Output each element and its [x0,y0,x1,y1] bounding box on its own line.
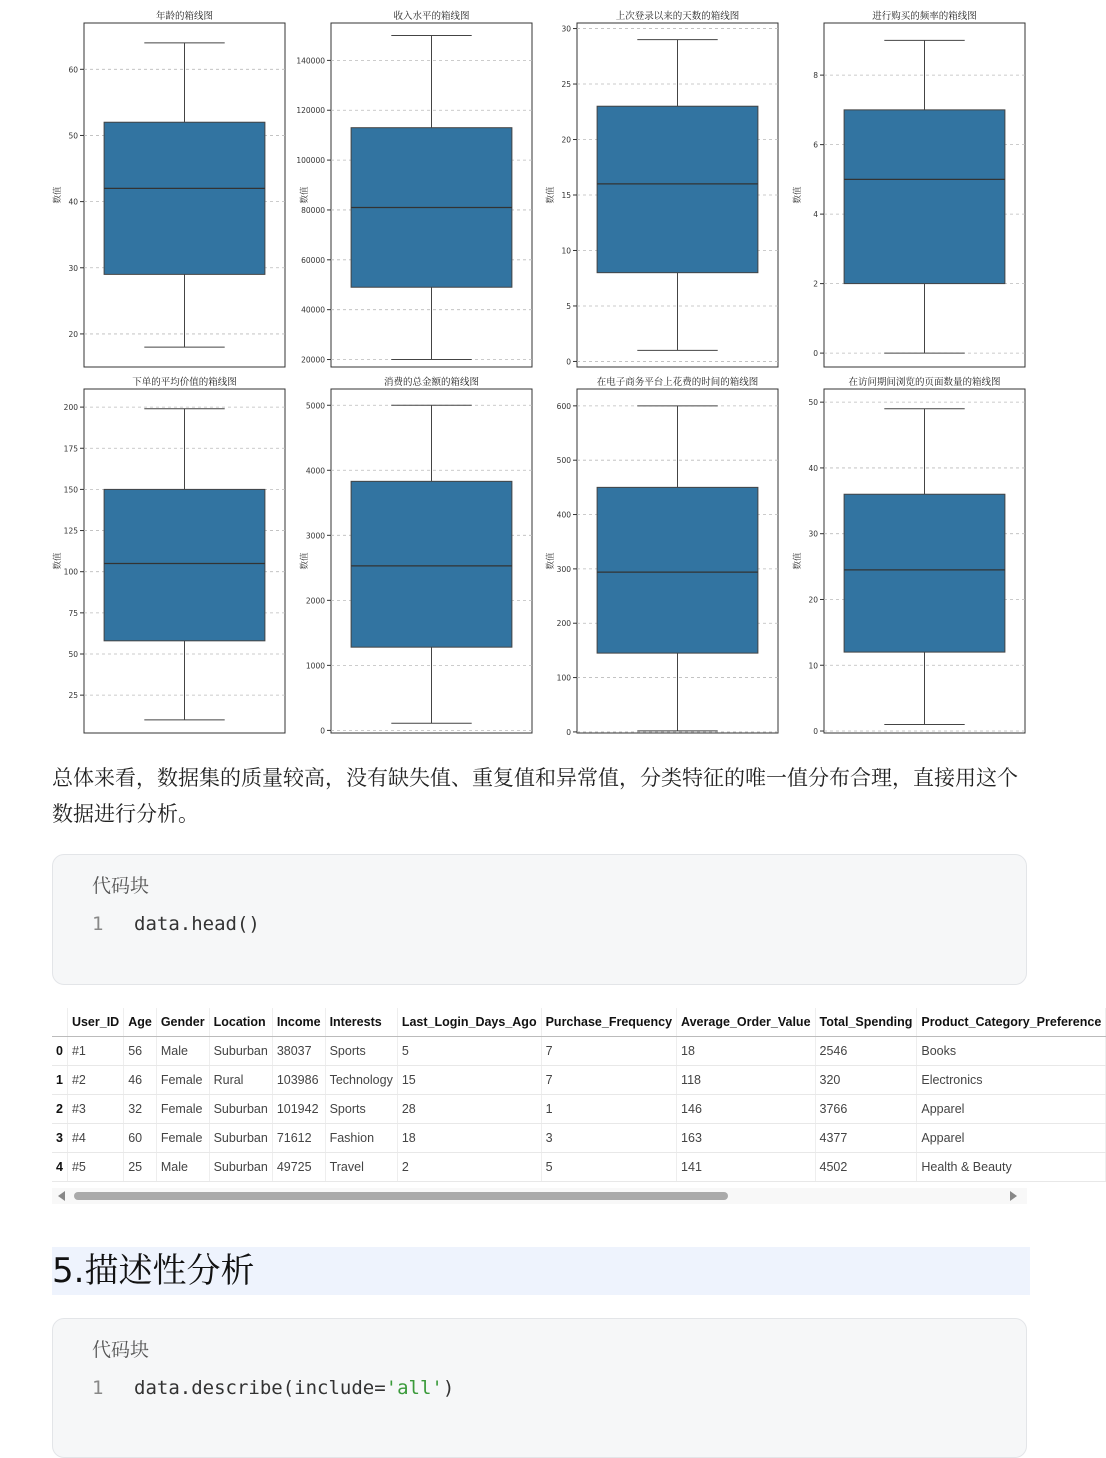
row-index: 4 [52,1153,67,1182]
iqr-box [597,487,758,653]
chart-title: 下单的平均价值的箱线图 [132,377,237,388]
iqr-box [351,481,512,647]
y-tick-label: 0 [813,727,818,737]
y-tick-label: 40 [808,463,818,473]
table-cell: 4502 [815,1153,917,1182]
table-cell: 25 [124,1153,157,1182]
code-block-title: 代码块 [92,875,150,897]
column-header: Average_Order_Value [677,1008,815,1037]
table-cell: 18 [397,1124,541,1153]
section-heading: 5.描述性分析 [52,1247,1030,1295]
table-cell: Apparel [917,1095,1106,1124]
table-cell: 1 [541,1095,676,1124]
y-tick-label: 0 [566,357,571,367]
boxplot-grid-svg [0,0,1080,740]
table-cell: #4 [67,1124,123,1153]
code-line [92,1377,454,1399]
y-tick-label: 4000 [305,466,325,476]
y-tick-label: 125 [63,526,78,536]
table-row [52,1037,1106,1066]
table-row [52,1153,1106,1182]
column-header: Gender [156,1008,209,1037]
chart-title: 收入水平的箱线图 [393,11,470,22]
column-header: Age [124,1008,157,1037]
y-tick-label: 5 [566,301,571,311]
table-cell: #5 [67,1153,123,1182]
table-cell: 320 [815,1066,917,1095]
y-tick-label: 0 [813,349,818,359]
table-cell: Health & Beauty [917,1153,1106,1182]
iqr-box [844,110,1005,284]
horizontal-scrollbar[interactable] [52,1188,1027,1204]
iqr-box [597,106,758,272]
table-cell: 2546 [815,1037,917,1066]
chart-title: 消费的总金额的箱线图 [383,377,480,388]
y-tick-label: 100 [63,567,78,577]
y-axis-label: 数值 [793,186,803,204]
column-header: Location [209,1008,272,1037]
y-axis-label: 数值 [300,186,310,204]
y-tick-label: 60 [68,65,78,75]
table-cell: Rural [209,1066,272,1095]
y-tick-label: 100000 [296,156,325,166]
y-tick-label: 10 [808,661,818,671]
y-tick-label: 300 [556,564,571,574]
y-tick-label: 10 [561,246,571,256]
table-cell: #3 [67,1095,123,1124]
row-index: 2 [52,1095,67,1124]
index-header [52,1008,67,1037]
y-tick-label: 175 [63,444,78,454]
y-tick-label: 20000 [301,355,325,365]
table-cell: Female [156,1095,209,1124]
table-cell: Fashion [325,1124,397,1153]
y-axis-label: 数值 [546,552,556,570]
y-tick-label: 30 [68,263,78,273]
y-tick-label: 40000 [301,305,325,315]
chart-title: 在访问期间浏览的页面数量的箱线图 [848,377,1001,388]
table-cell: Books [917,1037,1106,1066]
table-cell: 71612 [272,1124,325,1153]
code-block-head[interactable] [52,854,1027,985]
y-tick-label: 30 [561,24,571,34]
y-tick-label: 6 [813,140,818,150]
y-tick-label: 80000 [301,205,325,215]
boxplot-grid [0,0,1080,740]
y-axis-label: 数值 [793,552,803,570]
table-cell: 49725 [272,1153,325,1182]
chart-title: 年龄的箱线图 [155,11,214,22]
table-cell: Apparel [917,1124,1106,1153]
table-cell: 18 [677,1037,815,1066]
table-cell: 56 [124,1037,157,1066]
table-cell: 118 [677,1066,815,1095]
y-tick-label: 2 [813,279,818,289]
table-cell: 32 [124,1095,157,1124]
code-text-suffix: ) [442,1377,455,1399]
chart-title: 上次登录以来的天数的箱线图 [615,11,740,22]
table-cell: Female [156,1066,209,1095]
code-block-title: 代码块 [92,1339,150,1361]
table-cell: Technology [325,1066,397,1095]
code-string: 'all' [385,1377,443,1399]
y-tick-label: 0 [566,727,571,737]
column-header: Product_Category_Preference [917,1008,1106,1037]
column-header: Purchase_Frequency [541,1008,676,1037]
table-cell: 3 [541,1124,676,1153]
table-cell: Suburban [209,1124,272,1153]
table-cell: 60 [124,1124,157,1153]
table-cell: 101942 [272,1095,325,1124]
y-tick-label: 40 [68,197,78,207]
dataframe-output [52,1008,1102,1208]
table-cell: 4377 [815,1124,917,1153]
y-tick-label: 4 [813,210,818,220]
y-tick-label: 140000 [296,56,325,66]
iqr-box [844,494,1005,652]
y-tick-label: 1000 [305,661,325,671]
code-text: data.head() [134,913,260,935]
table-cell: 38037 [272,1037,325,1066]
table-row [52,1066,1106,1095]
iqr-box [104,122,265,274]
y-tick-label: 20 [808,595,818,605]
table-cell: Male [156,1037,209,1066]
y-tick-label: 500 [556,456,571,466]
scroll-left-arrow-icon[interactable] [58,1191,65,1201]
table-header-row [52,1008,1106,1037]
y-axis-label: 数值 [53,552,63,570]
y-tick-label: 5000 [305,401,325,411]
y-tick-label: 15 [561,191,571,200]
y-tick-label: 600 [556,401,571,411]
y-tick-label: 60000 [301,255,325,265]
y-tick-label: 400 [556,510,571,520]
y-tick-label: 20 [561,135,571,145]
row-index: 0 [52,1037,67,1066]
line-number: 1 [92,1377,104,1399]
table-cell: Travel [325,1153,397,1182]
table-cell: Sports [325,1037,397,1066]
table-cell: Male [156,1153,209,1182]
iqr-box [104,489,265,640]
table-cell: Electronics [917,1066,1106,1095]
code-block-describe[interactable] [52,1318,1027,1458]
table-cell: 103986 [272,1066,325,1095]
table-cell: Female [156,1124,209,1153]
table-cell: Suburban [209,1037,272,1066]
chart-title: 进行购买的频率的箱线图 [872,11,977,22]
code-line [92,913,260,935]
table-cell: 28 [397,1095,541,1124]
table-cell: 7 [541,1066,676,1095]
y-tick-label: 0 [320,726,325,736]
scrollbar-thumb[interactable] [74,1192,728,1200]
table-cell: 163 [677,1124,815,1153]
y-tick-label: 2000 [305,596,325,606]
y-axis-label: 数值 [53,186,63,204]
column-header: Interests [325,1008,397,1037]
table-cell: 46 [124,1066,157,1095]
row-index: 1 [52,1066,67,1095]
table-cell: 5 [397,1037,541,1066]
table-cell: Sports [325,1095,397,1124]
y-tick-label: 30 [808,529,818,539]
table-cell: 7 [541,1037,676,1066]
y-tick-label: 150 [63,485,78,495]
y-tick-label: 200 [556,619,571,629]
line-number: 1 [92,913,104,935]
table-cell: 146 [677,1095,815,1124]
row-index: 3 [52,1124,67,1153]
code-text: data.describe(include= [134,1377,386,1399]
column-header: Total_Spending [815,1008,917,1037]
y-tick-label: 120000 [296,106,325,116]
dataframe-table [52,1008,1106,1182]
y-tick-label: 75 [68,608,78,618]
y-tick-label: 25 [561,80,571,90]
table-cell: 141 [677,1153,815,1182]
table-cell: 15 [397,1066,541,1095]
table-cell: Suburban [209,1095,272,1124]
y-tick-label: 200 [63,403,78,413]
y-tick-label: 25 [68,691,78,701]
column-header: Income [272,1008,325,1037]
y-tick-label: 100 [556,673,571,683]
y-axis-label: 数值 [300,552,310,570]
table-cell: #1 [67,1037,123,1066]
table-cell: 5 [541,1153,676,1182]
table-cell: #2 [67,1066,123,1095]
y-axis-label: 数值 [546,186,556,204]
chart-title: 在电子商务平台上花费的时间的箱线图 [596,377,759,388]
table-row [52,1095,1106,1124]
table-cell: 2 [397,1153,541,1182]
y-tick-label: 8 [813,71,818,81]
y-tick-label: 50 [68,649,78,659]
table-cell: 3766 [815,1095,917,1124]
y-tick-label: 3000 [305,531,325,541]
column-header: User_ID [67,1008,123,1037]
y-tick-label: 20 [68,329,78,339]
table-row [52,1124,1106,1153]
table-cell: Suburban [209,1153,272,1182]
scroll-right-arrow-icon[interactable] [1010,1191,1017,1201]
y-tick-label: 50 [68,131,78,141]
y-tick-label: 50 [808,398,818,408]
column-header: Last_Login_Days_Ago [397,1008,541,1037]
summary-paragraph: 总体来看，数据集的质量较高，没有缺失值、重复值和异常值，分类特征的唯一值分布合理，直接用这个数据进行分析。 [52,766,1018,826]
